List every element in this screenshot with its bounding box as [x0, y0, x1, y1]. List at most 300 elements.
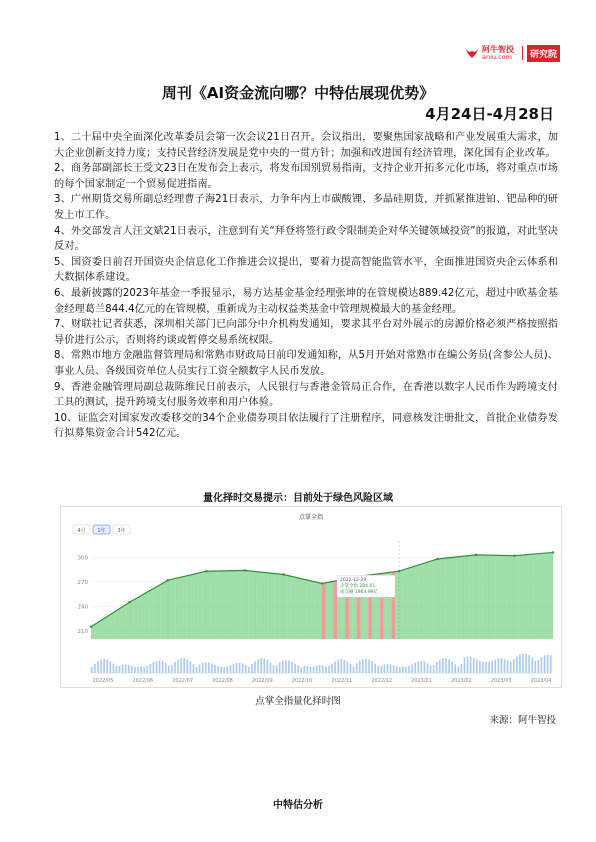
- green-risk-zone: [403, 569, 407, 639]
- green-risk-zone: [307, 580, 311, 639]
- volume-bar: [319, 665, 321, 673]
- volume-bar: [470, 657, 472, 673]
- data-point: [205, 570, 207, 572]
- volume-bar: [254, 661, 256, 673]
- volume-bar: [525, 654, 527, 673]
- volume-bar: [368, 659, 370, 673]
- green-risk-zone: [264, 572, 268, 639]
- volume-bar: [454, 664, 456, 673]
- green-risk-zone: [260, 572, 264, 639]
- green-risk-zone: [222, 571, 226, 639]
- data-point: [513, 555, 515, 557]
- volume-bar: [223, 667, 225, 673]
- green-risk-zone: [434, 559, 438, 639]
- volume-bar: [190, 661, 192, 673]
- volume-bar: [267, 660, 269, 673]
- data-point: [436, 558, 438, 560]
- data-point: [475, 554, 477, 556]
- data-point: [90, 626, 92, 628]
- green-risk-zone: [461, 556, 465, 639]
- volume-bar: [236, 663, 238, 673]
- volume-bar: [550, 655, 552, 673]
- volume-bar: [211, 663, 213, 673]
- volume-bar: [199, 664, 201, 673]
- green-risk-zone: [468, 555, 472, 639]
- green-risk-zone: [226, 571, 230, 639]
- x-tick-label: 2022/11: [331, 678, 353, 684]
- volume-bar: [522, 653, 524, 673]
- green-risk-zone: [414, 565, 418, 639]
- x-tick-label: 2022/12: [371, 678, 393, 684]
- news-item: 2、商务部副部长王受文23日在发布会上表示，将发布国别贸易指南，支持企业开拓多元化市场，将对重点市场的每个国家制定一个贸易促进指南。: [54, 163, 558, 190]
- volume-bar: [384, 664, 386, 673]
- green-risk-zone: [430, 560, 434, 639]
- volume-bar: [451, 662, 453, 673]
- volume-bar: [128, 665, 130, 673]
- volume-bar: [411, 664, 413, 673]
- volume-bar: [288, 661, 290, 673]
- green-risk-zone: [491, 555, 495, 639]
- volume-bar: [519, 654, 521, 673]
- volume-bar: [538, 660, 540, 673]
- green-risk-zone: [199, 572, 203, 639]
- green-risk-zone: [457, 557, 461, 639]
- source-note: 来源：阿牛智投: [489, 715, 556, 726]
- green-risk-zone: [130, 600, 134, 639]
- volume-bar: [417, 661, 419, 673]
- volume-bar: [297, 666, 299, 673]
- volume-bar: [408, 666, 410, 673]
- green-risk-zone: [522, 555, 526, 639]
- volume-bar: [165, 663, 167, 673]
- y-tick-label: 240: [77, 604, 88, 611]
- green-risk-zone: [330, 581, 334, 639]
- green-risk-zone: [499, 555, 503, 639]
- news-item: 4、外交部发言人汪文斌21日表示，注意到有关“拜登将签行政令限制美企对华关键领域投资”的报道，对此坚决反对。: [54, 225, 558, 253]
- volume-bar: [467, 657, 469, 673]
- volume-bar: [263, 658, 265, 673]
- green-risk-zone: [253, 571, 257, 639]
- volume-bar: [174, 662, 176, 673]
- green-risk-zone: [153, 587, 157, 639]
- volume-bar: [220, 667, 222, 673]
- volume-bar: [510, 662, 512, 673]
- volume-bar: [227, 666, 229, 673]
- volume-bar: [103, 659, 105, 673]
- volume-bar: [528, 655, 530, 673]
- volume-bar: [365, 659, 367, 673]
- volume-bar: [313, 666, 315, 673]
- green-risk-zone: [103, 617, 107, 639]
- volume-bar: [168, 666, 170, 673]
- brand-name: 阿牛智投: [481, 44, 514, 54]
- news-item: 7、财联社记者获悉，深圳相关部门已向部分中介机构发通知，要求其平台对外展示的房源价格必须严格按照指导价进行公示，否则将约谈或暂停交易系统权限。: [54, 319, 558, 346]
- green-risk-zone: [237, 570, 241, 639]
- volume-bar: [421, 661, 423, 673]
- green-risk-zone: [549, 552, 553, 639]
- bull-logo-icon: [465, 47, 479, 59]
- logo-divider: [522, 46, 523, 60]
- volume-bar: [214, 665, 216, 673]
- volume-bar: [270, 662, 272, 673]
- volume-bar: [291, 662, 293, 673]
- green-risk-zone: [183, 576, 187, 639]
- chart-title: 点掌全指: [298, 514, 324, 521]
- chart-caption: 点掌全指量化择时图: [255, 696, 341, 707]
- volume-bar: [405, 667, 407, 673]
- volume-bar: [180, 658, 182, 673]
- green-risk-zone: [176, 578, 180, 639]
- volume-bar: [140, 666, 142, 673]
- green-risk-zone: [268, 573, 272, 639]
- volume-bar: [494, 660, 496, 673]
- chart-heading: 量化择时交易提示：目前处于绿色风险区域: [203, 493, 393, 504]
- volume-bar: [248, 667, 250, 673]
- volume-bar: [217, 666, 219, 673]
- volume-bar: [507, 660, 509, 673]
- volume-bar: [122, 665, 124, 673]
- green-risk-zone: [484, 555, 488, 639]
- volume-bar: [156, 661, 158, 673]
- green-risk-zone: [272, 573, 276, 639]
- green-risk-zone: [195, 573, 199, 639]
- chart-tab-label[interactable]: 4月: [77, 528, 86, 534]
- volume-bar: [356, 663, 358, 673]
- volume-bar: [396, 666, 398, 673]
- news-item: 5、国资委日前召开国资央企信息化工作推进会议提出，要着力提高智能监管水平，全面推进国资央企云体系和大数据体系建设。: [54, 256, 558, 284]
- green-risk-zone: [191, 574, 195, 639]
- footer-title: 中特估分析: [273, 800, 323, 811]
- institute-badge: 研究院: [527, 45, 560, 62]
- green-risk-zone: [284, 574, 288, 639]
- volume-bar: [390, 664, 392, 673]
- x-tick-label: 2022/07: [172, 678, 194, 684]
- news-item: 1、二十届中央全面深化改革委员会第一次会议21日召开。会议指出，要聚焦国家战略和产业发展重大需求，加大企业创新支持力度；支持民营经济发展是党中央的一贯方针；加强和改进国有经济管理，深化国有企业改革。: [54, 132, 558, 159]
- green-risk-zone: [303, 579, 307, 639]
- green-risk-zone: [495, 555, 499, 639]
- green-risk-zone: [399, 570, 403, 639]
- green-risk-zone: [538, 553, 542, 639]
- x-tick-label: 2023/02: [450, 678, 472, 684]
- volume-bar: [541, 657, 543, 673]
- volume-bar: [150, 664, 152, 673]
- volume-bar: [193, 664, 195, 673]
- date-range: 4月24日-4月28日: [425, 105, 554, 123]
- green-risk-zone: [276, 574, 280, 639]
- green-risk-zone: [141, 593, 145, 639]
- volume-bar: [119, 666, 121, 673]
- volume-bar: [109, 661, 111, 673]
- volume-bar: [334, 662, 336, 673]
- volume-bar: [134, 667, 136, 673]
- volume-bar: [547, 655, 549, 673]
- green-risk-zone: [476, 555, 480, 639]
- green-risk-zone: [160, 582, 164, 639]
- green-risk-zone: [449, 557, 453, 639]
- volume-bar: [485, 662, 487, 673]
- news-item: 9、香港金融管理局副总裁陈维民日前表示，人民银行与香港金管局正合作，在香港以数字人民币作为跨境支付工具的测试，提升跨境支付服务效率和用户体验。: [54, 381, 558, 409]
- volume-bar: [531, 658, 533, 673]
- volume-bar: [310, 667, 312, 673]
- green-risk-zone: [118, 607, 122, 639]
- green-risk-zone: [291, 576, 295, 639]
- red-risk-zone: [322, 583, 326, 639]
- data-point: [282, 573, 284, 575]
- data-point: [244, 569, 246, 571]
- green-risk-zone: [453, 557, 457, 639]
- volume-bar: [387, 664, 389, 673]
- green-risk-zone: [422, 563, 426, 639]
- green-risk-zone: [280, 574, 284, 639]
- volume-bar: [402, 667, 404, 673]
- news-list: [54, 130, 558, 442]
- volume-bar: [461, 664, 463, 673]
- volume-bar: [257, 659, 259, 673]
- green-risk-zone: [530, 554, 534, 639]
- volume-bar: [436, 662, 438, 673]
- volume-bar: [230, 665, 232, 673]
- volume-bar: [196, 667, 198, 673]
- volume-bar: [285, 660, 287, 673]
- news-item: 6、最新披露的2023年基金一季报显示，易方达基金基金经理张坤的在管规模达889.42亿元，超过中欧基金基金经理葛兰844.4亿元的在管规模，重新成为主动权益类基金中管理规模最大的基金经理。: [54, 287, 558, 315]
- volume-bar: [186, 659, 188, 673]
- volume-bar: [476, 659, 478, 673]
- data-point: [128, 601, 130, 603]
- green-risk-zone: [507, 556, 511, 639]
- x-tick-label: 2022/06: [132, 678, 154, 684]
- volume-bar: [513, 659, 515, 673]
- volume-bar: [205, 662, 207, 673]
- volume-bar: [177, 660, 179, 673]
- volume-bar: [328, 666, 330, 673]
- green-risk-zone: [418, 564, 422, 639]
- data-point: [167, 579, 169, 581]
- volume-bar: [414, 663, 416, 673]
- volume-bar: [377, 666, 379, 673]
- volume-bar: [239, 663, 241, 673]
- volume-bar: [544, 655, 546, 673]
- green-risk-zone: [218, 571, 222, 639]
- green-risk-zone: [515, 555, 519, 639]
- green-risk-zone: [214, 571, 218, 639]
- volume-bar: [251, 664, 253, 673]
- volume-bar: [424, 662, 426, 673]
- volume-bar: [464, 657, 466, 673]
- volume-bar: [316, 665, 318, 673]
- green-risk-zone: [318, 583, 322, 639]
- volume-bar: [146, 666, 148, 673]
- data-point: [321, 582, 323, 584]
- green-risk-zone: [488, 555, 492, 639]
- volume-bar: [350, 664, 352, 673]
- page-title: 周刊《AI资金流向哪？中特估展现优势》: [161, 84, 435, 102]
- y-tick-label: 210: [77, 628, 88, 635]
- volume-bar: [325, 666, 327, 673]
- volume-bar: [137, 667, 139, 673]
- green-risk-zone: [149, 589, 153, 639]
- green-risk-zone: [257, 572, 261, 639]
- green-risk-zone: [230, 571, 234, 639]
- green-risk-zone: [426, 561, 430, 639]
- volume-bar: [535, 661, 537, 673]
- green-risk-zone: [145, 591, 149, 639]
- green-risk-zone: [122, 605, 126, 639]
- green-risk-zone: [545, 553, 549, 639]
- green-risk-zone: [207, 571, 211, 639]
- volume-bar: [153, 662, 155, 673]
- volume-bar: [233, 664, 235, 673]
- volume-bar: [362, 659, 364, 673]
- volume-bar: [458, 667, 460, 673]
- volume-bar: [202, 663, 204, 673]
- data-point: [552, 551, 554, 553]
- volume-bar: [245, 665, 247, 673]
- volume-bar: [482, 662, 484, 673]
- volume-bar: [322, 665, 324, 673]
- green-risk-zone: [233, 571, 237, 639]
- volume-bar: [516, 656, 518, 673]
- y-tick-label: 270: [77, 579, 88, 586]
- volume-bar: [433, 665, 435, 673]
- green-risk-zone: [241, 570, 245, 639]
- volume-bar: [282, 661, 284, 673]
- x-tick-label: 2022/09: [251, 678, 273, 684]
- green-risk-zone: [395, 571, 399, 639]
- x-tick-label: 2023/03: [490, 678, 512, 684]
- green-risk-zone: [172, 578, 176, 639]
- tooltip-volume: 成交额 1964.99亿: [340, 590, 379, 596]
- green-risk-zone: [314, 582, 318, 639]
- volume-bar: [97, 661, 99, 673]
- volume-bar: [344, 660, 346, 673]
- chart-svg: [61, 507, 561, 687]
- green-risk-zone: [106, 615, 110, 640]
- y-tick-label: 300: [77, 555, 88, 562]
- green-risk-zone: [180, 577, 184, 639]
- news-item: 3、广州期货交易所副总经理曹子海21日表示，力争年内上市碳酸锂、多晶硅期货，并抓紧推进铂、钯品种的研发上市工作。: [54, 194, 558, 221]
- green-risk-zone: [518, 555, 522, 639]
- volume-bar: [100, 659, 102, 673]
- green-risk-zone: [126, 602, 130, 639]
- volume-bar: [171, 665, 173, 673]
- volume-bar: [208, 662, 210, 673]
- x-tick-label: 2022/10: [291, 678, 313, 684]
- volume-bar: [260, 658, 262, 673]
- green-risk-zone: [110, 612, 114, 639]
- volume-bar: [347, 661, 349, 673]
- green-risk-zone: [168, 579, 172, 639]
- green-risk-zone: [310, 581, 314, 639]
- volume-bar: [479, 661, 481, 673]
- green-risk-zone: [295, 577, 299, 639]
- green-risk-zone: [299, 578, 303, 639]
- green-risk-zone: [407, 568, 411, 639]
- volume-bar: [116, 666, 118, 673]
- volume-bar: [504, 659, 506, 673]
- volume-bar: [300, 667, 302, 673]
- green-risk-zone: [480, 555, 484, 639]
- volume-bar: [131, 666, 133, 673]
- green-risk-zone: [464, 556, 468, 639]
- volume-bar: [294, 664, 296, 673]
- volume-bar: [91, 667, 93, 673]
- volume-bar: [445, 658, 447, 673]
- green-risk-zone: [287, 575, 291, 639]
- volume-bar: [273, 666, 275, 673]
- green-risk-zone: [441, 558, 445, 639]
- volume-bar: [337, 660, 339, 673]
- chart-tab-label[interactable]: 1年: [97, 528, 106, 534]
- volume-bar: [498, 659, 500, 673]
- volume-bar: [501, 658, 503, 673]
- volume-bar: [94, 664, 96, 673]
- green-risk-zone: [445, 558, 449, 639]
- green-risk-zone: [187, 575, 191, 639]
- volume-bar: [374, 664, 376, 673]
- tooltip-date: 2022-12-29: [340, 578, 367, 584]
- green-risk-zone: [438, 559, 442, 639]
- green-risk-zone: [326, 582, 330, 639]
- volume-bar: [353, 667, 355, 673]
- volume-bar: [125, 664, 127, 673]
- volume-bar: [242, 663, 244, 673]
- tooltip-value: 点掌全指 284.01: [340, 584, 376, 590]
- volume-bar: [106, 660, 108, 673]
- volume-bar: [279, 663, 281, 673]
- green-risk-zone: [137, 596, 141, 639]
- volume-bar: [393, 665, 395, 673]
- green-risk-zone: [156, 585, 160, 639]
- green-risk-zone: [164, 580, 168, 639]
- green-risk-zone: [99, 619, 103, 639]
- volume-bar: [143, 667, 145, 673]
- volume-bar: [371, 661, 373, 673]
- green-risk-zone: [249, 571, 253, 639]
- volume-bar: [448, 659, 450, 673]
- green-risk-zone: [541, 553, 545, 639]
- volume-bar: [442, 658, 444, 673]
- chart-tab-label[interactable]: 3年: [117, 528, 126, 534]
- volume-bar: [473, 658, 475, 673]
- green-risk-zone: [472, 555, 476, 639]
- timing-chart: [60, 506, 562, 688]
- green-risk-zone: [511, 556, 515, 639]
- news-item: 10、证监会对国家发改委移交的34个企业债券项目依法履行了注册程序，同意核发注册批文，首批企业债券发行拟募集资金合计542亿元。: [54, 412, 558, 440]
- volume-bar: [340, 659, 342, 673]
- volume-bar: [159, 661, 161, 673]
- volume-bar: [113, 664, 115, 673]
- x-tick-label: 2022/05: [92, 678, 114, 684]
- green-risk-zone: [411, 566, 415, 639]
- green-risk-zone: [133, 598, 137, 639]
- green-risk-zone: [534, 554, 538, 639]
- green-risk-zone: [203, 571, 207, 639]
- volume-bar: [276, 665, 278, 673]
- green-risk-zone: [526, 554, 530, 639]
- brand-logo: [465, 42, 560, 64]
- green-risk-zone: [210, 571, 214, 639]
- volume-bar: [183, 658, 185, 673]
- x-tick-label: 2023/01: [411, 678, 432, 684]
- volume-bar: [359, 661, 361, 673]
- x-tick-label: 2023/04: [530, 678, 552, 684]
- volume-bar: [430, 666, 432, 673]
- volume-bar: [381, 666, 383, 673]
- volume-bar: [307, 666, 309, 673]
- volume-bar: [331, 664, 333, 673]
- volume-bar: [304, 666, 306, 673]
- volume-bar: [427, 663, 429, 673]
